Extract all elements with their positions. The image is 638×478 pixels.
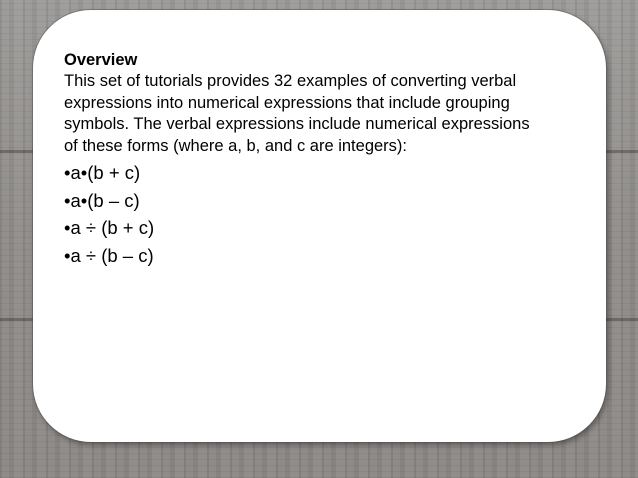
slide-content bbox=[64, 49, 584, 269]
paragraph-line: expressions into numerical expressions that include grouping bbox=[64, 93, 510, 112]
expression-bullet: •a ÷ (b – c) bbox=[64, 244, 154, 266]
expression-list bbox=[64, 159, 584, 269]
expression-bullet: •a•(b + c) bbox=[64, 162, 141, 183]
expression-bullet: •a•(b – c) bbox=[64, 189, 140, 211]
expression-bullet: •a ÷ (b + c) bbox=[64, 217, 155, 238]
paragraph-line: symbols. The verbal expressions include numerical expressions bbox=[64, 115, 530, 133]
paragraph-line: of these forms (where a, b, and c are integers): bbox=[64, 136, 407, 155]
slide-heading: Overview bbox=[64, 51, 138, 69]
overview-paragraph bbox=[64, 71, 584, 157]
paragraph-line: This set of tutorials provides 32 examples of converting verbal bbox=[64, 72, 517, 90]
